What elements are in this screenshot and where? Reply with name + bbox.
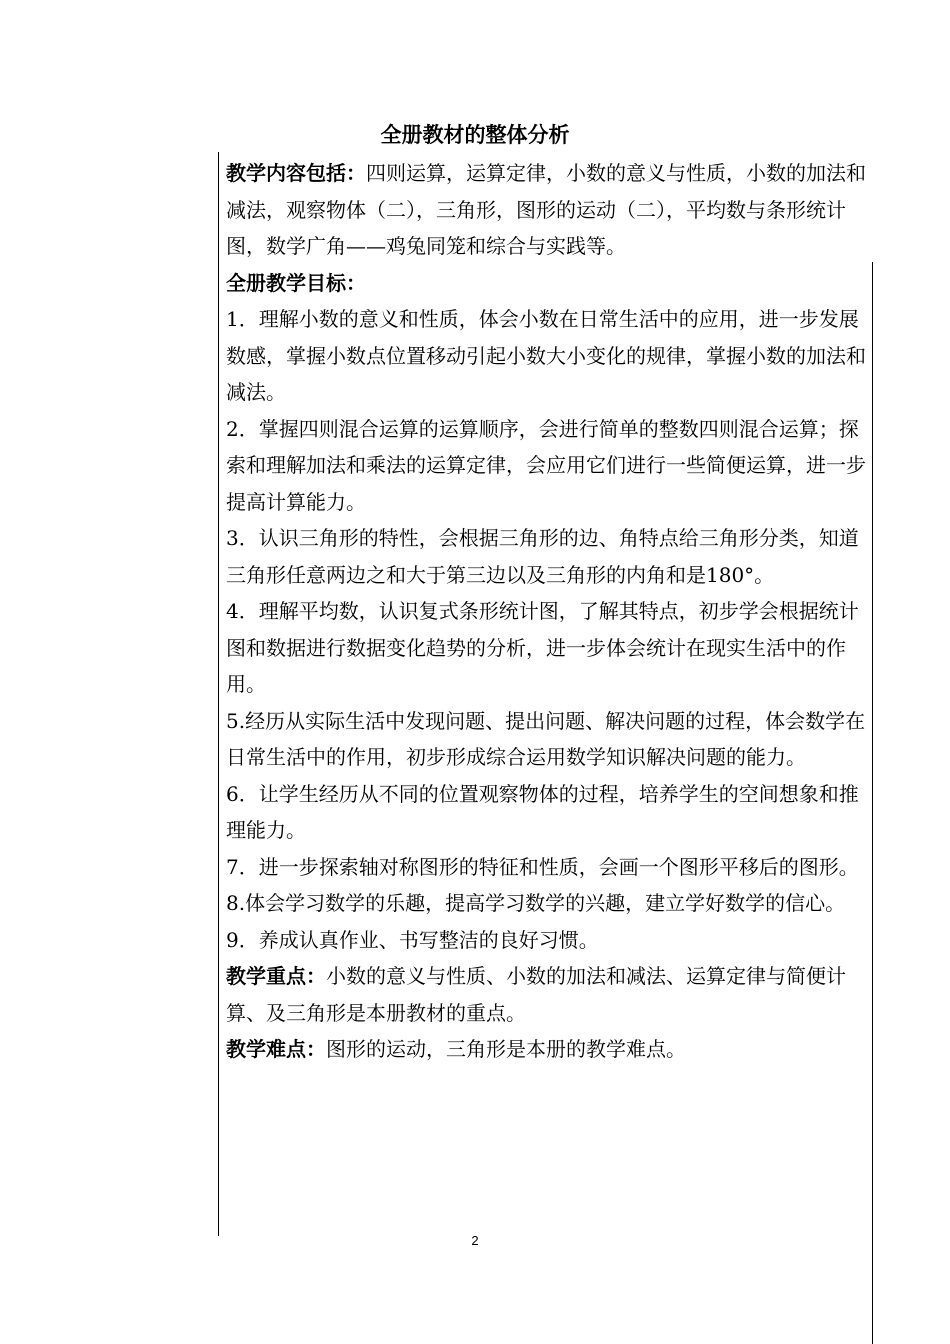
- content-text: 四则运算，运算定律，小数的意义与性质，小数的加法和减法，观察物体（二），三角形，图形的运动（二），平均数与条形统计图，数学广角——鸡兔同笼和综合与实践等。: [226, 161, 866, 258]
- goal-item-4: 4．理解平均数，认识复式条形统计图，了解其特点，初步学会根据统计图和数据进行数据变化趋势的分析，进一步体会统计在现实生活中的作用。: [226, 599, 859, 696]
- table-border-left: [218, 152, 219, 1236]
- key-points-text: 小数的意义与性质、小数的加法和减法、运算定律与简便计算、及三角形是本册教材的重点。: [226, 964, 846, 1025]
- goal-item-7: 7．进一步探索轴对称图形的特征和性质，会画一个图形平移后的图形。: [226, 854, 859, 879]
- analysis-body: [226, 155, 866, 1068]
- goal-item-3: 3．认识三角形的特性，会根据三角形的边、角特点给三角形分类，知道三角形任意两边之和大于第三边以及三角形的内角和是180°。: [226, 526, 859, 587]
- key-points-paragraph: [226, 958, 866, 1031]
- key-points-label: 教学重点：: [226, 964, 326, 988]
- goal-item-1: 1．理解小数的意义和性质，体会小数在日常生活中的应用，进一步发展数感，掌握小数点位置移动引起小数大小变化的规律，掌握小数的加法和减法。: [226, 307, 866, 404]
- goal-item-5: 5.经历从实际生活中发现问题、提出问题、解决问题的过程，体会数学在日常生活中的作用，初步形成综合运用数学知识解决问题的能力。: [226, 708, 866, 769]
- difficulties-paragraph: [226, 1031, 866, 1068]
- table-border-right: [872, 262, 873, 1344]
- goal-item-9: 9．养成认真作业、书写整洁的良好习惯。: [226, 927, 599, 952]
- page-title: 全册教材的整体分析: [380, 123, 570, 147]
- goals-heading: 全册教学目标：: [226, 270, 366, 295]
- content-paragraph: [226, 155, 866, 265]
- goal-item-8: 8.体会学习数学的乐趣，提高学习数学的兴趣，建立学好数学的信心。: [226, 891, 846, 915]
- difficulties-text: 图形的运动，三角形是本册的教学难点。: [326, 1037, 686, 1061]
- page-number: 2: [471, 1233, 479, 1248]
- content-label: 教学内容包括：: [226, 161, 366, 185]
- goal-item-2: 2．掌握四则混合运算的运算顺序，会进行简单的整数四则混合运算；探索和理解加法和乘法的运算定律，会应用它们进行一些简便运算，进一步提高计算能力。: [226, 416, 866, 514]
- goal-item-6: 6．让学生经历从不同的位置观察物体的过程，培养学生的空间想象和推理能力。: [226, 781, 859, 842]
- difficulties-label: 教学难点：: [226, 1037, 326, 1061]
